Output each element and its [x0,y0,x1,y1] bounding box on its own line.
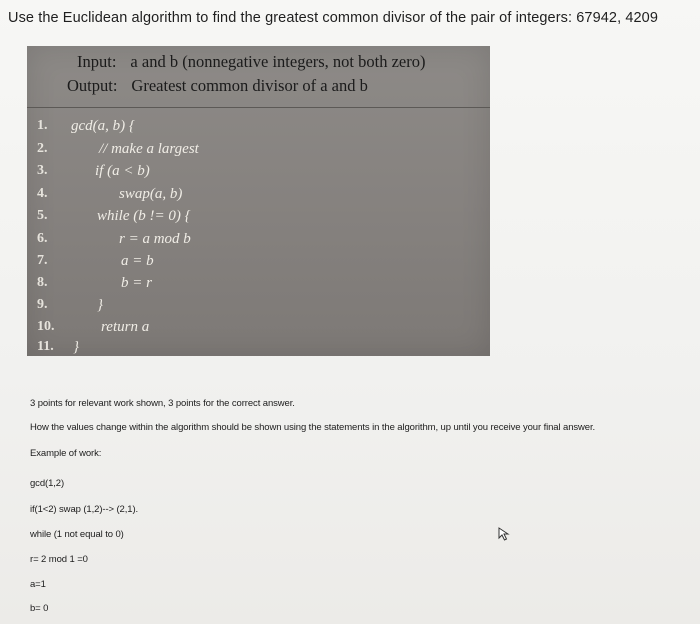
example-label: Example of work: [30,448,102,459]
output-label: Output: [67,76,118,95]
line-number: 9. [37,297,48,312]
mouse-cursor-icon [498,527,512,541]
algorithm-divider [27,107,490,108]
example-line: r= 2 mod 1 =0 [30,554,88,565]
line-number: 3. [37,163,48,178]
algorithm-input-line [77,52,426,72]
points-note: 3 points for relevant work shown, 3 points for the correct answer. [30,398,295,409]
code-text: swap(a, b) [119,186,183,202]
work-instructions: How the values change within the algorithm should be shown using the statements in the algorithm, up until you receive your final answer. [30,422,596,433]
code-text: a = b [121,253,154,269]
code-text: b = r [121,275,152,291]
example-line: a=1 [30,579,46,590]
code-text: // make a largest [99,141,199,157]
question-text: Use the Euclidean algorithm to find the greatest common divisor of the pair of integers: 67942, 4209 [8,10,658,26]
example-line: while (1 not equal to 0) [30,529,124,540]
output-text: Greatest common divisor of a and b [131,76,368,95]
line-number: 5. [37,208,48,223]
code-text: if (a < b) [95,163,150,179]
line-number: 6. [37,231,48,246]
code-text: r = a mod b [119,231,191,247]
code-text: while (b != 0) { [97,208,191,224]
input-text: a and b (nonnegative integers, not both zero) [130,52,426,71]
example-line: gcd(1,2) [30,478,65,489]
example-line: b= 0 [30,603,49,614]
code-text: return a [101,319,150,335]
algorithm-image [27,46,490,356]
code-text: gcd(a, b) { [71,118,135,134]
line-number: 10. [37,319,55,334]
code-text: } [97,297,103,313]
line-number: 4. [37,186,48,201]
line-number: 8. [37,275,48,290]
line-number: 1. [37,118,48,133]
input-label: Input: [77,52,117,71]
algorithm-output-line [67,76,368,96]
code-text: } [73,339,79,355]
line-number: 2. [37,141,48,156]
example-line: if(1<2) swap (1,2)--> (2,1). [30,504,139,515]
line-number: 11. [37,339,54,354]
line-number: 7. [37,253,48,268]
